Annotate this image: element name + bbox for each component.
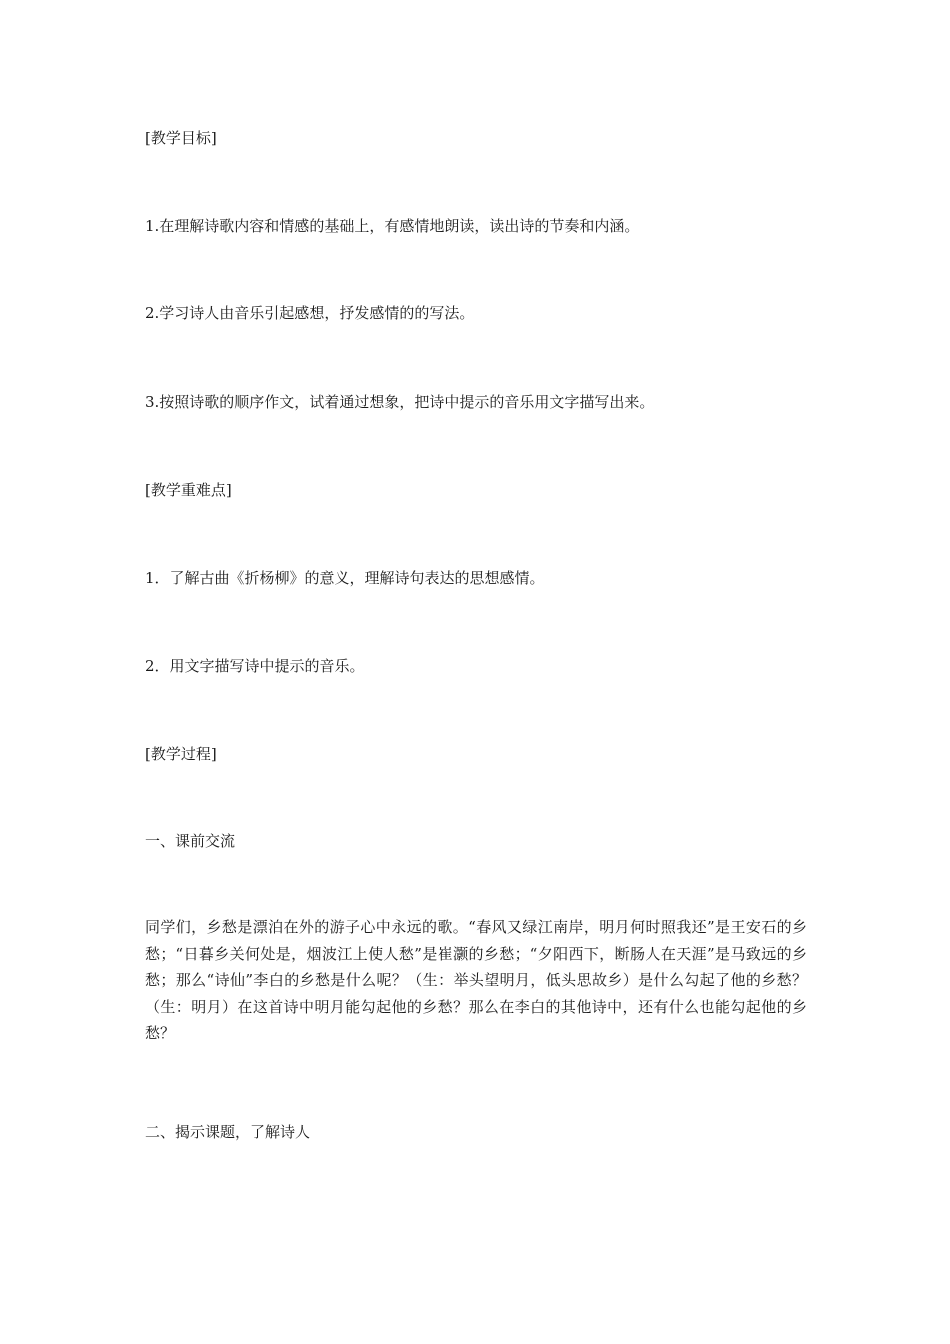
section-title-reveal-topic: 二、揭示课题，了解诗人 (145, 1123, 311, 1141)
heading-key-difficult-points: [教学重难点] (145, 481, 232, 499)
heading-teaching-process: [教学过程] (145, 745, 217, 763)
objective-item-2: 2.学习诗人由音乐引起感想，抒发感情的的写法。 (145, 304, 475, 322)
key-point-item-1: 1．了解古曲《折杨柳》的意义，理解诗句表达的思想感情。 (145, 569, 545, 587)
section-title-pre-class-exchange: 一、课前交流 (145, 832, 236, 850)
objective-item-1: 1.在理解诗歌内容和情感的基础上，有感情地朗读，读出诗的节奏和内涵。 (145, 217, 640, 235)
document-page (145, 0, 807, 1344)
heading-teaching-objectives: [教学目标] (145, 129, 217, 147)
key-point-item-2: 2．用文字描写诗中提示的音乐。 (145, 657, 365, 675)
objective-item-3: 3.按照诗歌的顺序作文，试着通过想象，把诗中提示的音乐用文字描写出来。 (145, 393, 655, 411)
section-paragraph-nostalgia: 同学们，乡愁是漂泊在外的游子心中永远的歌。“春风又绿江南岸，明月何时照我还”是王安石的乡愁；“日暮乡关何处是，烟波江上使人愁”是崔灏的乡愁；“夕阳西下，断肠人在天涯”是马致远的乡愁；那么“诗仙”李白的乡愁是什么呢？（生：举头望明月，低头思故乡）是什么勾起了他的乡愁？（生：明月）在这首诗中明月能勾起他的乡愁？那么在李白的其他诗中，还有什么也能勾起他的乡愁？ (145, 918, 807, 1042)
